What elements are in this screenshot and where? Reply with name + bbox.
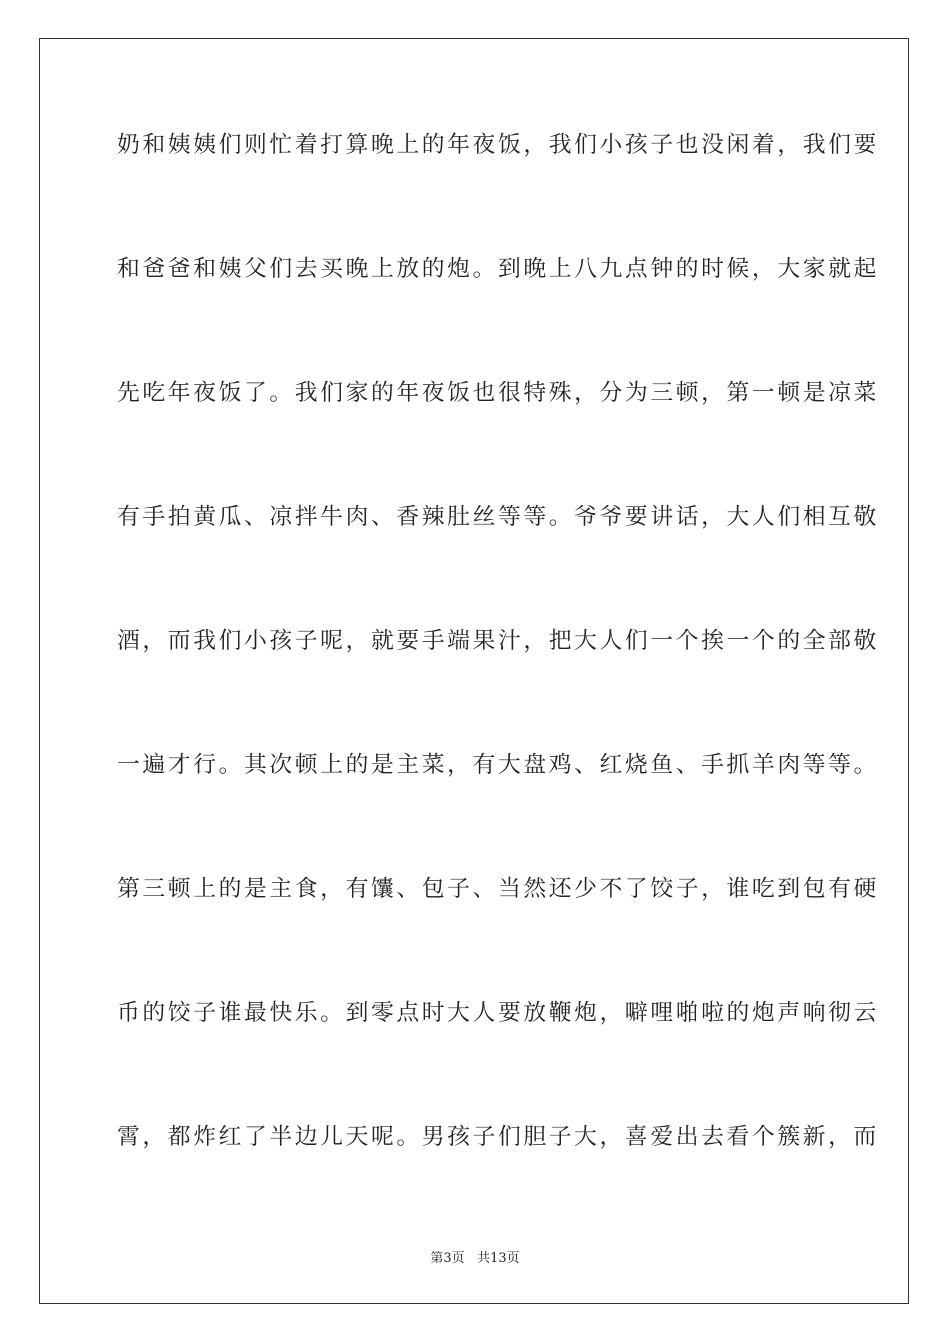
text-line: 一遍才行。其次顿上的是主菜，有大盘鸡、红烧鱼、手抓羊肉等等。 — [117, 752, 879, 778]
body-text — [117, 128, 879, 1244]
text-line: 奶和姨姨们则忙着打算晚上的年夜饭，我们小孩子也没闲着，我们要 — [117, 132, 879, 158]
text-line: 霄，都炸红了半边儿天呢。男孩子们胆子大，喜爱出去看个簇新，而 — [117, 1124, 879, 1150]
text-line: 第三顿上的是主食，有馕、包子、当然还少不了饺子，谁吃到包有硬 — [117, 876, 879, 902]
text-line: 和爸爸和姨父们去买晚上放的炮。到晚上八九点钟的时候，大家就起 — [117, 256, 879, 282]
text-line: 酒，而我们小孩子呢，就要手端果汁，把大人们一个挨一个的全部敬 — [117, 628, 879, 654]
page-number: 第3页 — [430, 1251, 465, 1266]
page-total: 共13页 — [477, 1251, 520, 1266]
text-line: 币的饺子谁最快乐。到零点时大人要放鞭炮，噼哩啪啦的炮声响彻云 — [117, 1000, 879, 1026]
text-line: 先吃年夜饭了。我们家的年夜饭也很特殊，分为三顿，第一顿是凉菜 — [117, 380, 879, 406]
page-footer — [0, 1247, 950, 1266]
text-line: 有手拍黄瓜、凉拌牛肉、香辣肚丝等等。爷爷要讲话，大人们相互敬 — [117, 504, 879, 530]
